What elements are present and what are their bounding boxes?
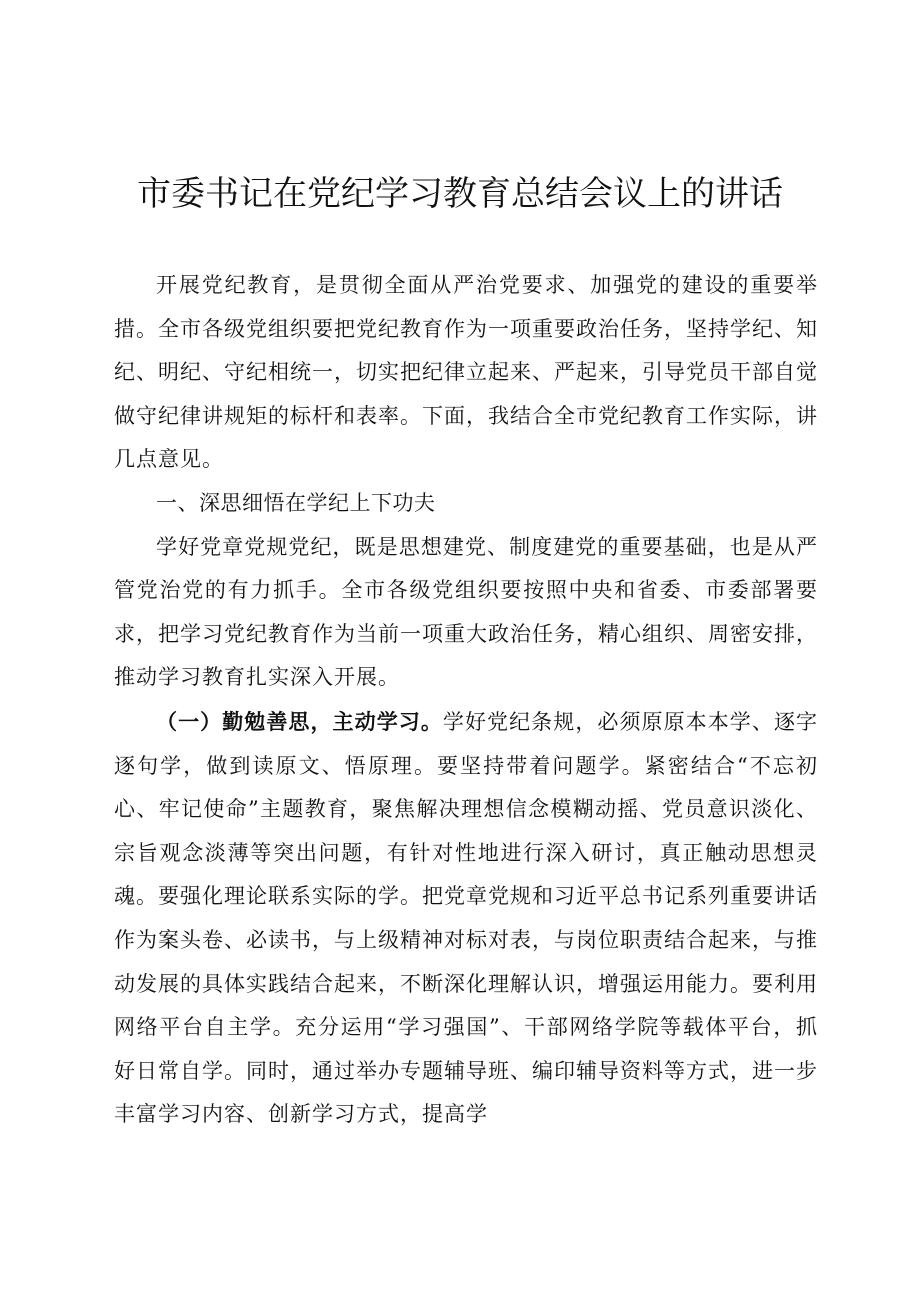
intro-paragraph: 开展党纪教育，是贯彻全面从严治党要求、加强党的建设的重要举措。全市各级党组织要把党纪教育作为一项重要政治任务，坚持学纪、知纪、明纪、守纪相统一，切实把纪律立起来、严起来，引导党员干部自觉做守纪律讲规矩的标杆和表率。下面，我结合全市党纪教育工作实际，讲几点意见。 xyxy=(114,273,818,472)
subsection-1-paragraph xyxy=(114,700,818,1137)
section-1-paragraph: 学好党章党规党纪，既是思想建党、制度建党的重要基础，也是从严管党治党的有力抓手。全市各级党组织要按照中央和省委、市委部署要求，把学习党纪教育作为当前一项重大政治任务，精心组织、周密安排，推动学习教育扎实深入开展。 xyxy=(114,534,818,690)
document-body xyxy=(114,264,818,1137)
subsection-1-text: 学好党纪条规，必须原原本本学、逐字逐句学，做到读原文、悟原理。要坚持带着问题学。紧密结合“不忘初心、牢记使命”主题教育，聚焦解决理想信念模糊动摇、党员意识淡化、宗旨观念淡薄等突出问题，有针对性地进行深入研讨，真正触动思想灵魂。要强化理论联系实际的学。把党章党规和习近平总书记系列重要讲话作为案头卷、必读书，与上级精神对标对表，与岗位职责结合起来，与推动发展的具体实践结合起来，不断深化理解认识，增强运用能力。要利用网络平台自主学。充分运用“学习强国”、干部网络学院等载体平台，抓好日常自学。同时，通过举办专题辅导班、编印辅导资料等方式，进一步丰富学习内容、创新学习方式，提高学 xyxy=(114,709,819,1127)
subsection-1-lead: （一）勤勉善思，主动学习。 xyxy=(156,708,443,734)
document-title: 市委书记在党纪学习教育总结会议上的讲话 xyxy=(137,174,783,214)
section-heading-1: 一、深思细悟在学纪上下功夫 xyxy=(156,490,436,515)
